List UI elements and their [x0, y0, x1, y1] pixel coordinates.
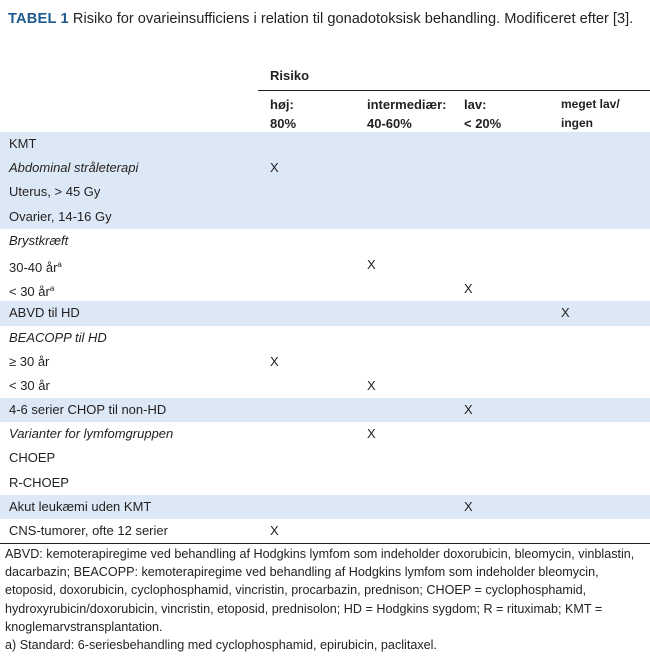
column-header-low: lav: < 20%	[464, 97, 502, 131]
row-label: ABVD til HD	[9, 305, 80, 321]
footnote-a: a) Standard: 6-seriesbehandling med cyclophosphamid, epirubicin, paclitaxel.	[5, 638, 437, 653]
table-title: Risiko for ovarieinsufficiens i relation til gonadotoksisk behandling. Modificeret efter [3].	[68, 11, 634, 27]
risk-mark: X	[270, 160, 279, 176]
table-row	[0, 495, 650, 519]
row-label: Uterus, > 45 Gy	[9, 184, 101, 200]
risk-mark: X	[464, 498, 473, 514]
risk-header: Risiko	[270, 68, 310, 83]
table-row	[0, 277, 650, 301]
row-label: KMT	[9, 136, 37, 151]
header-rule	[258, 90, 650, 91]
row-label: Varianter for lymfomgruppen	[9, 426, 174, 442]
abbreviations-note: ABVD: kemoterapiregime ved behandling af Hodgkins lymfom som indeholder doxorubicin, bleomycin, vinblastin, dacarbazin; BEACOPP: kemoterapiregime ved behandling af Hodgkins lymfom som indeholder bleomycin, etoposid, doxorubicin, cyclophosphamid, vincristin, procarbazin, prednison; CHOEP = cyclophosphamid, hydroxyrubicin/doxorubicin, vincristin, etoposid, prednisolon; HD = Hodgkins sygdom; R = rituximab; KMT = knoglemarvstransplantation.	[5, 547, 635, 634]
row-label: R-CHOEP	[9, 474, 69, 490]
column-header-very-low: meget lav/ ingen	[561, 97, 620, 130]
table-row	[0, 446, 650, 470]
table-row	[0, 229, 650, 253]
table-caption	[8, 9, 644, 30]
table-row	[0, 156, 650, 180]
risk-mark: X	[464, 402, 473, 418]
row-label: 4-6 serier CHOP til non-HD	[9, 402, 167, 418]
table-row	[0, 374, 650, 398]
table-row	[0, 180, 650, 204]
risk-mark: X	[270, 523, 279, 538]
table-row	[0, 132, 650, 156]
table-row	[0, 301, 650, 325]
risk-mark: X	[464, 281, 473, 297]
risk-mark: X	[367, 377, 376, 393]
table-notes	[5, 545, 645, 654]
row-label: < 30 $år^a$	[9, 284, 55, 300]
table-body	[0, 132, 650, 543]
risk-mark: X	[367, 256, 376, 272]
column-header-intermediate: intermediær: 40-60%	[367, 97, 447, 131]
column-header-high: høj: 80%	[270, 97, 297, 131]
row-label: Akut leukæmi uden KMT	[9, 498, 152, 514]
table-label: TABEL 1	[8, 11, 69, 27]
row-label: CNS-tumorer, ofte 12 serier	[9, 523, 168, 538]
row-label: Brystkræft	[9, 232, 69, 248]
table-row	[0, 205, 650, 229]
table-row	[0, 471, 650, 495]
table-row	[0, 398, 650, 422]
row-label: Ovarier, 14-16 Gy	[9, 208, 112, 224]
row-label: BEACOPP til HD	[9, 329, 107, 345]
row-label: < 30 år	[9, 377, 50, 393]
row-label: 30-40 $år^a$	[9, 259, 62, 275]
risk-mark: X	[270, 353, 279, 369]
row-label: Abdominal stråleterapi	[9, 160, 139, 176]
risk-mark: X	[367, 426, 376, 442]
table-row	[0, 326, 650, 350]
footnote-marker: a	[49, 284, 55, 294]
table-row	[0, 350, 650, 374]
row-label: ≥ 30 år	[9, 353, 50, 369]
table-bottom-rule	[0, 543, 650, 544]
footnote-marker: a	[57, 259, 62, 269]
table-row	[0, 253, 650, 277]
risk-mark: X	[561, 305, 570, 321]
table-row	[0, 519, 650, 543]
table-row	[0, 422, 650, 446]
row-label: CHOEP	[9, 450, 56, 466]
